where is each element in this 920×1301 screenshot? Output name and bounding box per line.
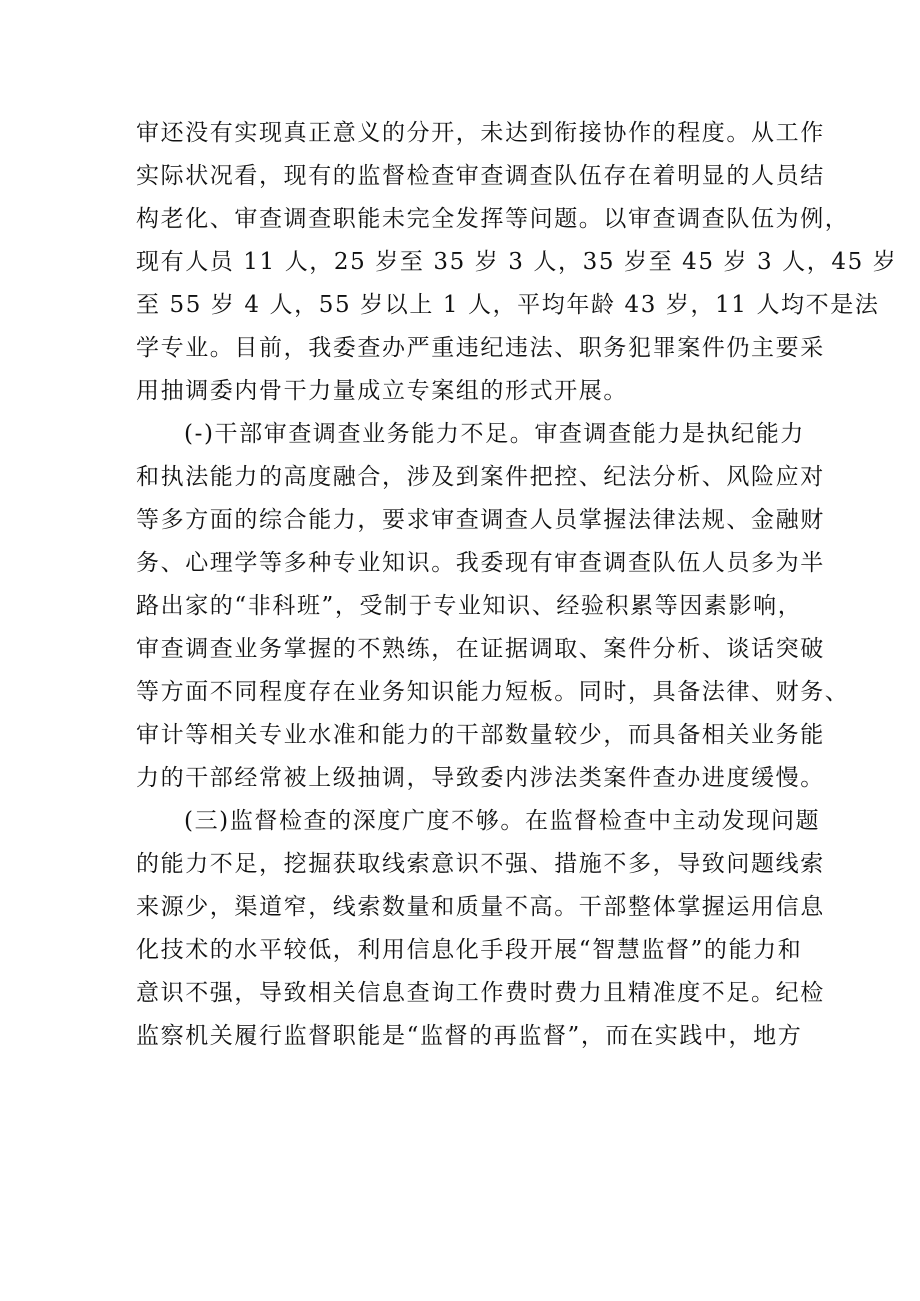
text-line: 等方面不同程度存在业务知识能力短板。同时，具备法律、财务、 <box>136 679 850 705</box>
text-line: 审还没有实现真正意义的分开，未达到衔接协作的程度。从工作 <box>136 120 825 146</box>
text-line: 务、心理学等多种专业知识。我委现有审查调查队伍人员多为半 <box>136 550 825 576</box>
text-line: 审查调查业务掌握的不熟练，在证据调取、案件分析、谈话突破 <box>136 636 825 662</box>
text-line: 的能力不足，挖掘获取线索意识不强、措施不多，导致问题线索 <box>136 851 825 877</box>
section-heading-line: (三)监督检查的深度广度不够。在监督检查中主动发现问题 <box>184 808 821 834</box>
text-line: 构老化、审查调查职能未完全发挥等问题。以审查调查队伍为例， <box>136 206 850 232</box>
text-line: 用抽调委内骨干力量成立专案组的形式开展。 <box>136 378 628 404</box>
text-line: 实际状况看，现有的监督检查审查调查队伍存在着明显的人员结 <box>136 163 825 189</box>
text-line: 来源少，渠道窄，线索数量和质量不高。干部整体掌握运用信息 <box>136 894 825 920</box>
text-line: 审计等相关专业水准和能力的干部数量较少，而具备相关业务能 <box>136 722 825 748</box>
body-text <box>136 112 898 1058</box>
text-line: 和执法能力的高度融合，涉及到案件把控、纪法分析、风险应对 <box>136 464 825 490</box>
text-line: 意识不强，导致相关信息查询工作费时费力且精准度不足。纪检 <box>136 980 825 1006</box>
text-line: 力的干部经常被上级抽调，导致委内涉法类案件查办进度缓慢。 <box>136 765 825 791</box>
text-line: 至 55 岁 4 人，55 岁以上 1 人，平均年龄 43 岁，11 人均不是法 <box>136 292 880 318</box>
text-line: 路出家的“非科班”，受制于专业知识、经验积累等因素影响， <box>136 593 803 619</box>
text-line: 现有人员 11 人，25 岁至 35 岁 3 人，35 岁至 45 岁 3 人，45 岁 <box>136 249 898 275</box>
text-line: 学专业。目前，我委查办严重违纪违法、职务犯罪案件仍主要采 <box>136 335 825 361</box>
text-line: 化技术的水平较低，利用信息化手段开展“智慧监督”的能力和 <box>136 937 803 963</box>
section-heading-line: (-)干部审查调查业务能力不足。审查调查能力是执纪能力 <box>184 421 805 447</box>
text-line: 监察机关履行监督职能是“监督的再监督”，而在实践中，地方 <box>136 1023 803 1049</box>
text-line: 等多方面的综合能力，要求审查调查人员掌握法律法规、金融财 <box>136 507 825 533</box>
